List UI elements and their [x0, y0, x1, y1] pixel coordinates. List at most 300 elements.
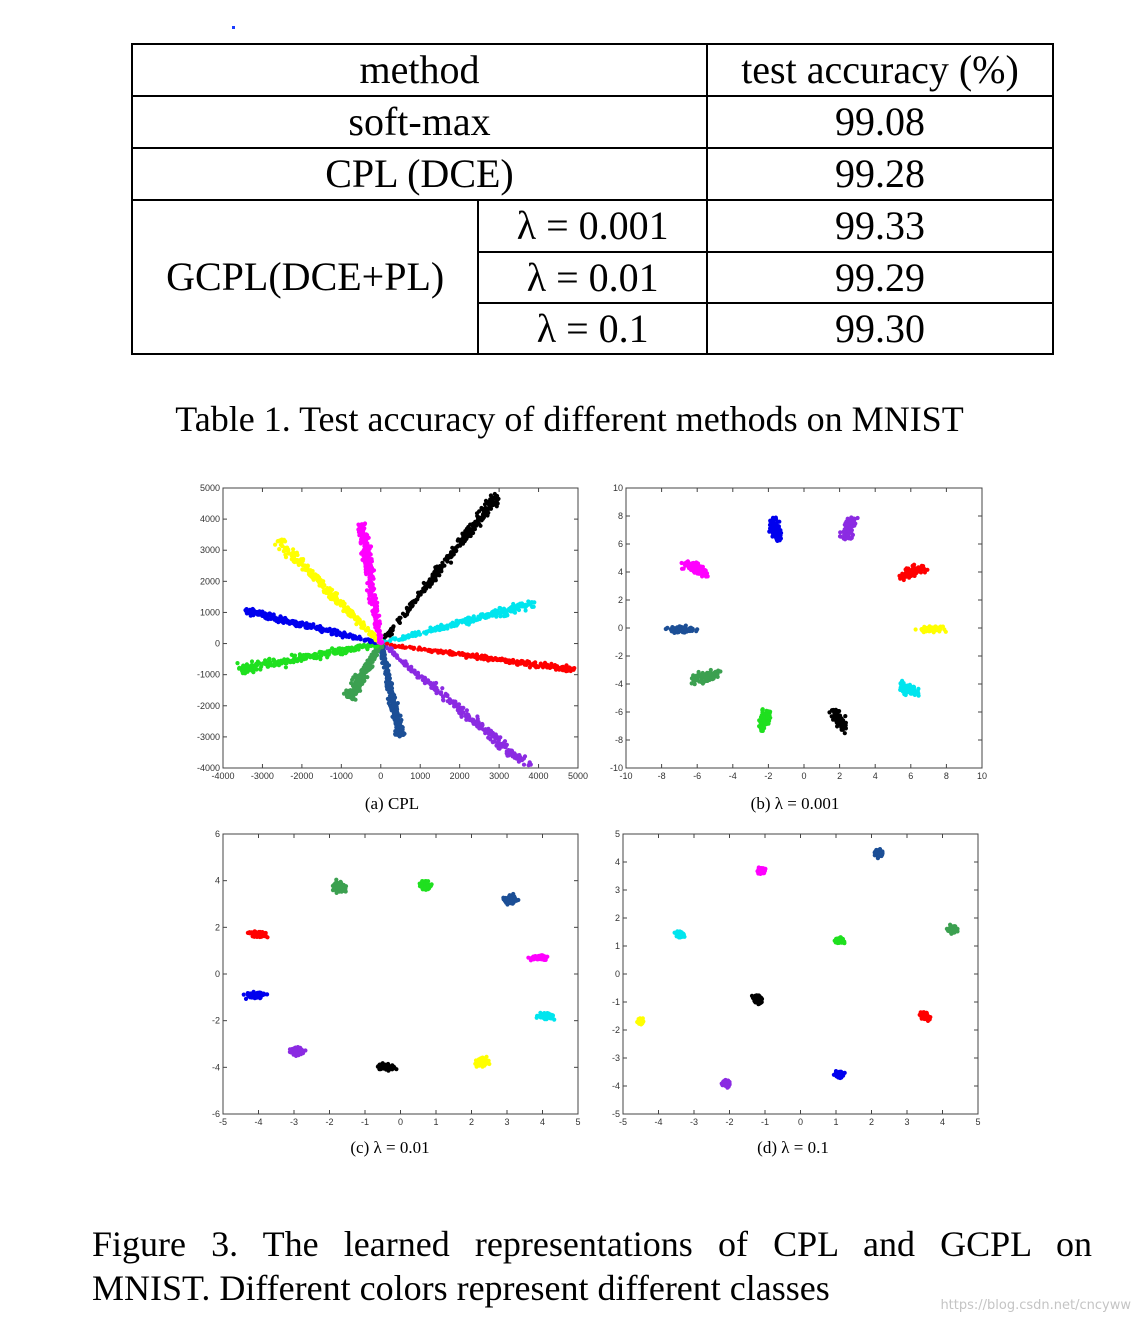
scatter-point — [912, 686, 916, 690]
scatter-point — [420, 879, 424, 883]
y-tick-label: 0 — [614, 969, 620, 979]
scatter-point — [539, 1015, 543, 1019]
plot-frame — [623, 834, 978, 1114]
scatter-point — [716, 669, 720, 673]
scatter-point — [300, 567, 304, 571]
scatter-point — [412, 669, 416, 673]
scatter-point — [840, 722, 844, 726]
scatter-point — [350, 697, 354, 701]
scatter-point — [492, 502, 496, 506]
table-row — [132, 148, 1053, 200]
scatter-point — [513, 897, 517, 901]
subcaption-b: (b) λ = 0.001 — [750, 794, 840, 813]
scatter-point — [483, 1059, 487, 1063]
scatter-point — [484, 613, 488, 617]
cluster-cyan — [898, 679, 921, 698]
scatter-point — [775, 536, 779, 540]
x-tick-label: 5 — [975, 1117, 981, 1127]
scatter-point — [556, 666, 560, 670]
accuracy-cell: 99.28 — [707, 148, 1053, 200]
scatter-point — [715, 672, 719, 676]
scatter-point — [510, 754, 514, 758]
cluster-seagreen — [945, 923, 960, 936]
scatter-point — [381, 1064, 385, 1068]
scatter-point — [387, 701, 391, 705]
scatter-point — [306, 654, 310, 658]
scatter-point — [466, 654, 470, 658]
scatter-point — [348, 610, 352, 614]
scatter-point — [400, 726, 404, 730]
scatter-point — [432, 681, 436, 685]
scatter-point — [505, 897, 509, 901]
scatter-point — [522, 763, 526, 767]
scatter-point — [703, 676, 707, 680]
scatter-point — [241, 671, 245, 675]
scatter-point — [493, 612, 497, 616]
scatter-point — [327, 589, 331, 593]
scatter-point — [432, 570, 436, 574]
y-tick-label: 6 — [214, 829, 220, 839]
scatter-point — [235, 661, 239, 665]
scatter-point — [398, 616, 402, 620]
x-tick-label: -5 — [218, 1117, 228, 1127]
scatter-point — [456, 703, 460, 707]
scatter-point — [245, 611, 249, 615]
cluster-navy — [664, 624, 700, 636]
scatter-point — [442, 694, 446, 698]
y-tick-label: 0 — [617, 623, 623, 633]
scatter-point — [448, 700, 452, 704]
scatter-point — [916, 687, 920, 691]
scatter-point — [686, 627, 690, 631]
y-tick-label: -4 — [611, 1081, 620, 1091]
scatter-point — [680, 567, 684, 571]
scatter-point — [274, 619, 278, 623]
cluster-magenta — [680, 559, 710, 578]
scatter-point — [249, 931, 253, 935]
scatter-point — [365, 581, 369, 585]
y-tick-label: 5 — [614, 829, 620, 839]
cluster-cyan — [673, 929, 687, 939]
y-tick-label: 6 — [617, 539, 623, 549]
scatter-point — [372, 568, 376, 572]
scatter-point — [390, 694, 394, 698]
method-cell: GCPL(DCE+PL) — [132, 200, 478, 354]
x-tick-label: 1 — [433, 1117, 439, 1127]
scatter-point — [524, 661, 528, 665]
x-tick-label: 0 — [797, 1117, 804, 1127]
scatter-point — [490, 496, 494, 500]
scatter-point — [264, 613, 268, 617]
scatter-point — [704, 574, 708, 578]
x-tick-label: -3 — [689, 1117, 699, 1127]
scatter-point — [257, 612, 261, 616]
x-tick-label: -10 — [619, 771, 633, 781]
scatter-point — [456, 539, 460, 543]
scatter-point — [513, 611, 517, 615]
scatter-point — [393, 636, 397, 640]
scatter-point — [532, 661, 536, 665]
scatter-point — [357, 647, 361, 651]
scatter-point — [367, 628, 371, 632]
y-tick-label: 3 — [614, 885, 620, 895]
scatter-point — [423, 886, 427, 890]
scatter-point — [345, 649, 349, 653]
scatter-point — [843, 537, 847, 541]
scatter-point — [361, 530, 365, 534]
scatter-point — [567, 667, 571, 671]
accuracy-cell: 99.33 — [707, 200, 1053, 252]
scatter-point — [423, 647, 427, 651]
scatter-point — [505, 751, 509, 755]
scatter-point — [465, 708, 469, 712]
scatter-point — [318, 626, 322, 630]
scatter-point — [386, 677, 390, 681]
scatter-point — [903, 573, 907, 577]
scatter-point — [535, 1014, 539, 1018]
x-tick-label: -6 — [693, 771, 702, 781]
y-tick-label: 4 — [617, 567, 623, 577]
x-tick-label: -4 — [254, 1117, 263, 1127]
table-caption: Table 1. Test accuracy of different methods on MNIST — [175, 399, 964, 439]
scatter-point — [290, 621, 294, 625]
scatter-point — [852, 520, 856, 524]
scatter-point — [691, 627, 695, 631]
x-tick-label: 2 — [837, 771, 843, 781]
scatter-point — [510, 749, 514, 753]
scatter-point — [846, 523, 850, 527]
scatter-point — [502, 741, 506, 745]
scatter-point — [279, 543, 283, 547]
scatter-point — [500, 657, 504, 661]
scatter-point — [394, 1067, 398, 1071]
scatter-point — [362, 624, 366, 628]
scatter-point — [476, 520, 480, 524]
cluster-purple — [288, 1045, 308, 1058]
scatter-point — [261, 932, 265, 936]
scatter-point — [295, 659, 299, 663]
scatter-point — [707, 672, 711, 676]
scatter-point — [237, 667, 241, 671]
scatter-point — [529, 600, 533, 604]
scatter-point — [294, 558, 298, 562]
scatter-point — [480, 612, 484, 616]
scatter-point — [395, 716, 399, 720]
scatter-point — [362, 541, 366, 545]
scatter-point — [242, 993, 246, 997]
scatter-point — [322, 628, 326, 632]
scatter-point — [284, 665, 288, 669]
scatter-point — [843, 714, 847, 718]
scatter-point — [251, 610, 255, 614]
cluster-seagreen — [690, 668, 723, 686]
scatter-point — [394, 711, 398, 715]
scatter-point — [408, 634, 412, 638]
scatter-point — [471, 522, 475, 526]
scatter-point — [545, 955, 549, 959]
scatter-point — [529, 958, 533, 962]
scatter-point — [530, 605, 534, 609]
scatter-point — [354, 622, 358, 626]
scatter-point — [844, 721, 848, 725]
scatter-point — [371, 610, 375, 614]
scatter-point — [757, 718, 761, 722]
scatter-point — [410, 604, 414, 608]
scatter-point — [392, 702, 396, 706]
method-cell: soft-max — [132, 96, 707, 148]
scatter-point — [332, 595, 336, 599]
scatter-point — [352, 615, 356, 619]
scatter-point — [675, 629, 679, 633]
x-tick-label: 3000 — [489, 771, 510, 781]
x-tick-label: -4 — [654, 1117, 663, 1127]
y-tick-label: -6 — [211, 1109, 220, 1119]
header-method: method — [132, 44, 707, 96]
scatter-point — [421, 588, 425, 592]
scatter-point — [267, 661, 271, 665]
lambda-cell: λ = 0.01 — [478, 252, 707, 303]
scatter-point — [511, 602, 515, 606]
cluster-red — [246, 929, 270, 939]
y-tick-label: 8 — [617, 511, 623, 521]
cluster-black — [376, 1061, 399, 1073]
scatter-point — [539, 957, 543, 961]
scatter-point — [496, 501, 500, 505]
scatter-point — [330, 646, 334, 650]
x-tick-label: -1000 — [329, 771, 353, 781]
scatter-point — [342, 606, 346, 610]
scatter-point — [410, 645, 414, 649]
scatter-point — [501, 608, 505, 612]
scatter-point — [441, 650, 445, 654]
scatter-point — [347, 694, 351, 698]
scatter-point — [518, 756, 522, 760]
x-tick-label: -2 — [725, 1117, 734, 1127]
scatter-point — [394, 721, 398, 725]
scatter-point — [467, 717, 471, 721]
scatter-point — [489, 656, 493, 660]
x-tick-label: 1 — [833, 1117, 839, 1127]
scatter-point — [473, 527, 477, 531]
cluster-yellow — [473, 1055, 491, 1069]
y-tick-label: 2 — [614, 913, 620, 923]
scatter-point — [257, 932, 261, 936]
scatter-point — [694, 628, 698, 632]
scatter-point — [363, 663, 367, 667]
scatter-point — [414, 633, 418, 637]
scatter-point — [486, 736, 490, 740]
scatter-point — [433, 628, 437, 632]
scatter-point — [877, 852, 881, 856]
scatter-point — [341, 600, 345, 604]
scatter-point — [774, 529, 778, 533]
scatter-point — [699, 680, 703, 684]
scatter-point — [369, 552, 373, 556]
y-tick-label: -2 — [211, 1015, 220, 1026]
scatter-point — [377, 629, 381, 633]
scatter-point — [348, 614, 352, 618]
scatter-point — [470, 618, 474, 622]
scatter-point — [493, 656, 497, 660]
scatter-point — [482, 511, 486, 515]
scatter-point — [353, 636, 357, 640]
x-tick-label: -3 — [289, 1117, 299, 1127]
scatter-point — [258, 667, 262, 671]
scatter-point — [436, 688, 440, 692]
y-tick-label: -2 — [614, 651, 623, 661]
cluster-blue — [767, 516, 783, 544]
scatter-point — [423, 676, 427, 680]
y-tick-label: -5 — [611, 1109, 620, 1119]
scatter-point — [572, 668, 576, 672]
scatter-point — [546, 665, 550, 669]
scatter-point — [370, 585, 374, 589]
scatter-point — [399, 718, 403, 722]
y-tick-label: 1000 — [199, 607, 220, 618]
x-tick-label: -5 — [618, 1117, 628, 1127]
scatter-point — [303, 563, 307, 567]
subcaption-c: (c) λ = 0.01 — [350, 1138, 430, 1157]
y-tick-label: 1 — [614, 941, 620, 951]
scatter-point — [938, 627, 942, 631]
x-tick-label: 0 — [801, 771, 807, 781]
scatter-point — [367, 666, 371, 670]
scatter-point — [455, 623, 459, 627]
scatter-point — [711, 673, 715, 677]
plot-frame — [223, 834, 578, 1114]
cluster-yellow — [914, 624, 948, 634]
y-tick-label: 4000 — [199, 514, 220, 525]
x-tick-label: -1 — [760, 1117, 770, 1127]
cluster-black — [379, 492, 501, 646]
cluster-cyan — [378, 599, 536, 646]
scatter-point — [507, 659, 511, 663]
scatter-point — [477, 1062, 481, 1066]
scatter-point — [353, 692, 357, 696]
cluster-red — [897, 563, 929, 583]
scatter-point — [357, 618, 361, 622]
scatter-point — [364, 645, 368, 649]
scatter-point — [373, 625, 377, 629]
scatter-point — [375, 649, 379, 653]
y-tick-label: -2000 — [196, 700, 220, 711]
scatter-point — [445, 559, 449, 563]
scatter-point — [357, 679, 361, 683]
scatter-point — [371, 631, 375, 635]
header-accuracy: test accuracy (%) — [707, 44, 1053, 96]
scatter-point — [449, 622, 453, 626]
scatter-point — [485, 507, 489, 511]
cluster-black — [827, 708, 848, 736]
y-tick-label: 4 — [614, 857, 620, 867]
scatter-point — [475, 656, 479, 660]
x-tick-label: 4 — [539, 1117, 546, 1127]
scatter-point — [337, 889, 341, 893]
scatter-point — [838, 714, 842, 718]
scatter-point — [491, 734, 495, 738]
x-tick-label: -2 — [325, 1117, 334, 1127]
scatter-point — [295, 621, 299, 625]
scatter-point — [297, 1048, 301, 1052]
scatter-point — [439, 567, 443, 571]
scatter-point — [549, 1013, 553, 1017]
scatter-point — [386, 681, 390, 685]
scatter-point — [393, 644, 397, 648]
scatter-point — [923, 570, 927, 574]
scatter-point — [273, 543, 277, 547]
scatter-point — [454, 546, 458, 550]
scatter-point — [353, 687, 357, 691]
scatter-point — [454, 619, 458, 623]
scatter-point — [914, 627, 918, 631]
scatter-point — [483, 729, 487, 733]
x-tick-label: -3000 — [250, 771, 274, 781]
scatter-point — [413, 600, 417, 604]
scatter-point — [257, 661, 261, 665]
y-tick-label: 10 — [612, 483, 623, 493]
scatter-point — [337, 631, 341, 635]
scatter-point — [363, 533, 367, 537]
scatter-point — [481, 517, 485, 521]
scatter-point — [364, 546, 368, 550]
scatter-point — [496, 609, 500, 613]
scatter-point — [910, 691, 914, 695]
scatter-point — [487, 1059, 491, 1063]
x-tick-label: -4 — [728, 771, 737, 781]
x-tick-label: 5 — [575, 1117, 581, 1127]
scatter-point — [434, 578, 438, 582]
scatter-point — [322, 589, 326, 593]
cluster-purple — [838, 515, 860, 541]
cluster-green — [757, 707, 772, 733]
x-tick-label: -2000 — [290, 771, 314, 781]
scatter-point — [367, 591, 371, 595]
scatter-point — [363, 638, 367, 642]
x-tick-label: -2 — [764, 771, 773, 781]
scatter-point — [762, 868, 766, 872]
x-tick-label: 2000 — [449, 771, 470, 781]
scatter-point — [245, 667, 249, 671]
scatter-point — [458, 544, 462, 548]
scatter-point — [367, 632, 371, 636]
accuracy-cell: 99.08 — [707, 96, 1053, 148]
y-tick-label: 2000 — [199, 576, 220, 587]
scatter-point — [350, 678, 354, 682]
scatter-point — [504, 614, 508, 618]
scatter-point — [694, 674, 698, 678]
scatter-point — [389, 649, 393, 653]
scatter-point — [775, 520, 779, 524]
scatter-point — [245, 607, 249, 611]
x-tick-label: 3 — [904, 1117, 910, 1127]
results-table — [131, 43, 1054, 355]
scatter-point — [250, 659, 254, 663]
scatter-point — [469, 530, 473, 534]
scatter-point — [401, 661, 405, 665]
y-tick-label: -4 — [614, 679, 623, 689]
scatter-point — [428, 649, 432, 653]
scatter-point — [334, 878, 338, 882]
cluster-magenta — [755, 865, 767, 876]
scatter-point — [381, 652, 385, 656]
lambda-cell: λ = 0.001 — [478, 200, 707, 252]
scatter-point — [336, 599, 340, 603]
scatter-point — [459, 715, 463, 719]
scatter-point — [476, 717, 480, 721]
scatter-point — [358, 684, 362, 688]
scatter-point — [452, 552, 456, 556]
scatter-point — [522, 756, 526, 760]
